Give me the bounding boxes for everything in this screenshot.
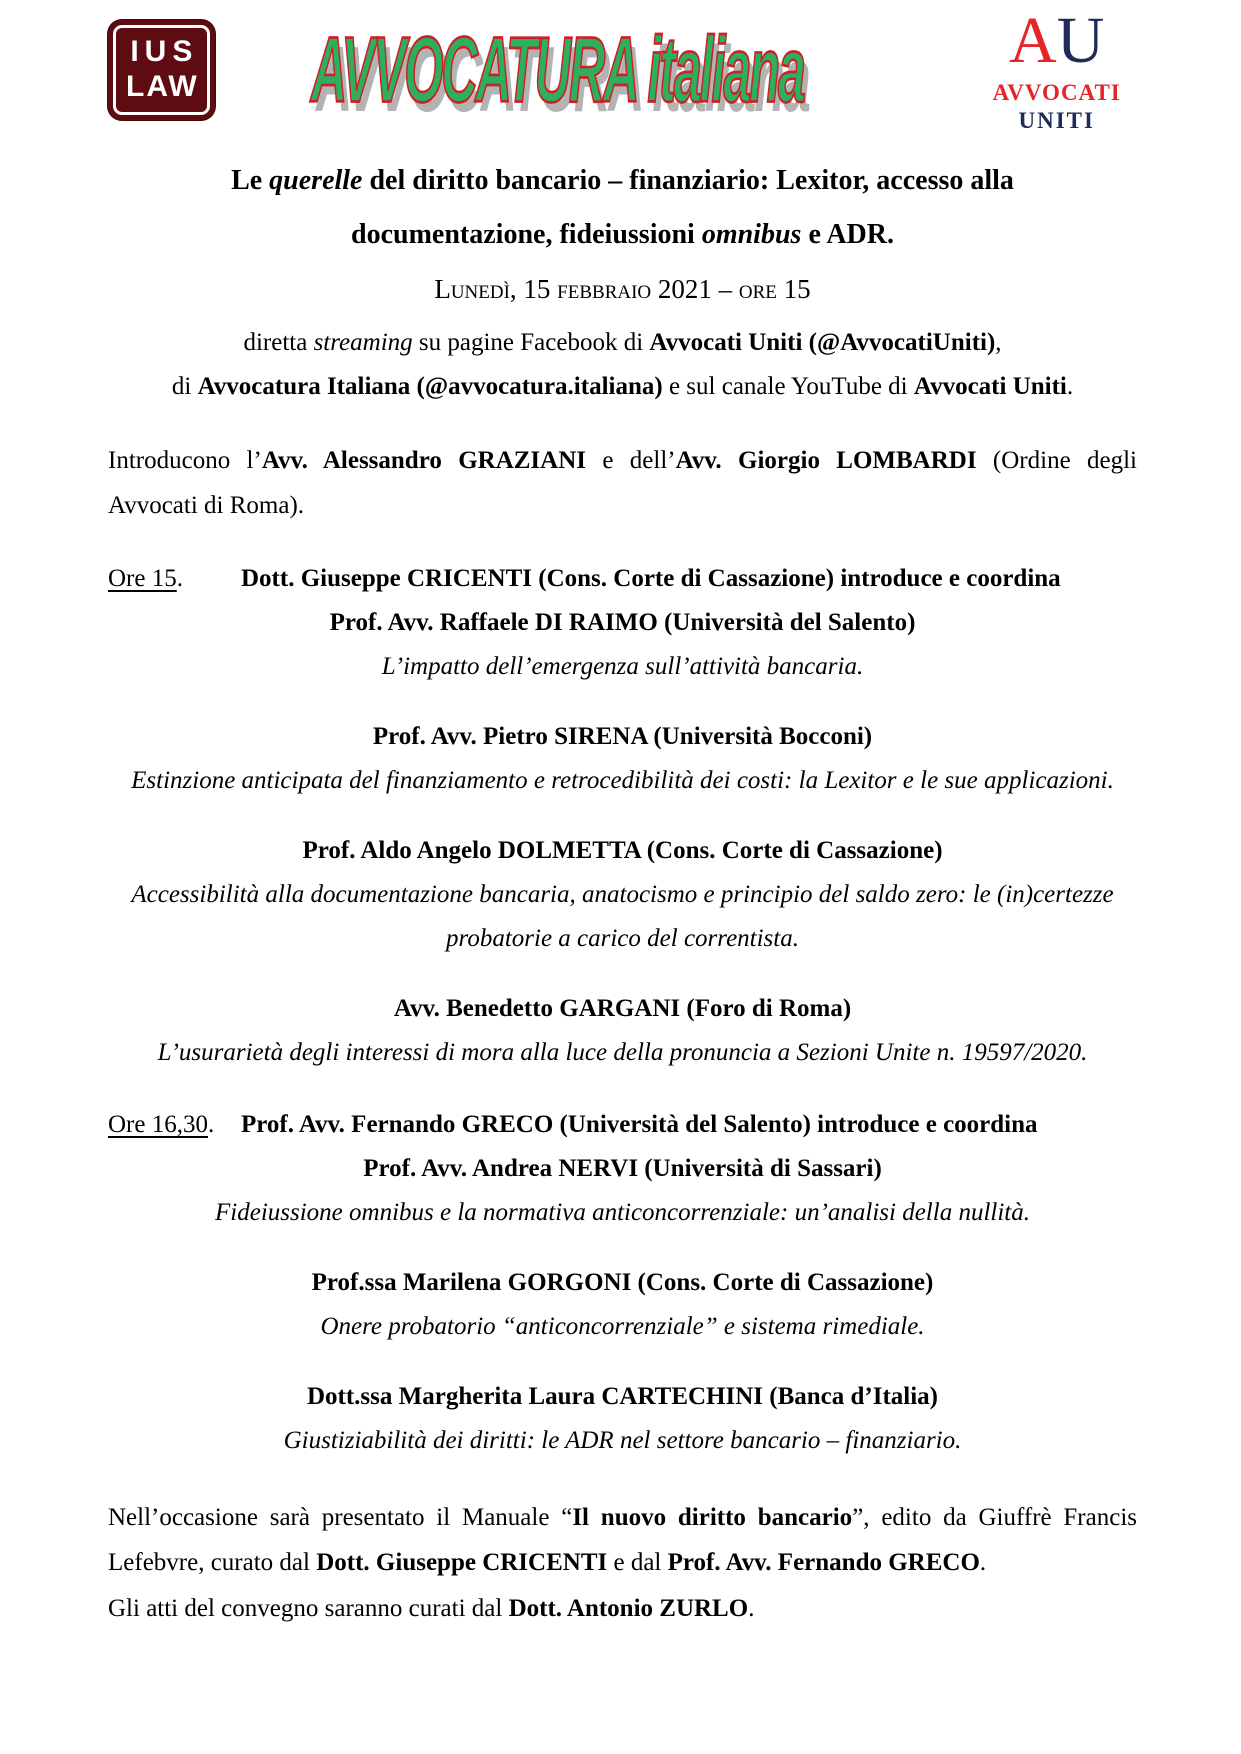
intro-text: Introducono l’ bbox=[108, 446, 262, 474]
book-presentation-paragraph bbox=[108, 1495, 1137, 1586]
speaker-sirena bbox=[108, 715, 1137, 803]
book-title: Il nuovo diritto bancario bbox=[572, 1503, 853, 1531]
facebook-page-avvocati-uniti: Avvocati Uniti (@AvvocatiUniti) bbox=[649, 328, 996, 356]
streaming-italic: streaming bbox=[313, 328, 413, 356]
streaming-line1 bbox=[108, 321, 1137, 366]
closing-text: ”, edito da Giuffrè Francis Lefebvre, curato dal bbox=[108, 1503, 1138, 1576]
speaker-gorgoni bbox=[108, 1261, 1137, 1349]
speaker-topic: Estinzione anticipata del finanziamento e retrocedibilità dei costi: la Lexitor e le sue applicazioni. bbox=[131, 766, 1114, 794]
streaming-text: , bbox=[995, 328, 1002, 356]
event-datetime: Lunedì, 15 febbraio 2021 – ore 15 bbox=[434, 273, 811, 304]
speaker-topic: Accessibilità alla documentazione bancaria, anatocismo e principio del saldo zero: le (in)certezze probatorie a carico del correntista. bbox=[131, 880, 1114, 952]
introducer-lombardi: Avv. Giorgio LOMBARDI bbox=[675, 446, 977, 474]
streaming-text: su pagine Facebook di bbox=[412, 328, 650, 356]
speaker-topic: Giustiziabilità dei diritti: le ADR nel settore bancario – finanziario. bbox=[283, 1426, 962, 1454]
speaker-topic: L’impatto dell’emergenza sull’attività bancaria. bbox=[381, 652, 864, 680]
session-2-time-text: Ore 16,30 bbox=[108, 1110, 208, 1138]
proceedings-note bbox=[108, 1586, 1137, 1632]
streaming-text: e sul canale YouTube di bbox=[662, 373, 914, 400]
speaker-name: Prof. Avv. Pietro SIRENA (Università Bocconi) bbox=[372, 722, 873, 750]
streaming-text: di bbox=[171, 373, 198, 400]
speaker-topic: Fideiussione omnibus e la normativa anticoncorrenziale: un’analisi della nullità. bbox=[215, 1198, 1030, 1226]
speaker-dolmetta bbox=[108, 829, 1137, 961]
streaming-text: diretta bbox=[243, 328, 314, 356]
title-text: Le bbox=[231, 165, 270, 196]
ius-law-logo-line1: IUS bbox=[130, 34, 199, 68]
event-title-line1 bbox=[108, 154, 1137, 208]
speaker-name: Dott.ssa Margherita Laura CARTECHINI (Banca d’Italia) bbox=[306, 1382, 939, 1410]
title-text: del diritto bancario – finanziario: Lexitor, accesso alla bbox=[362, 165, 1014, 196]
intro-text: (Ordine degli Avvocati di Roma). bbox=[108, 446, 1137, 519]
avvocatura-italiana-logo-text: AVVOCATURA italiana bbox=[310, 18, 804, 122]
introducers-paragraph bbox=[108, 438, 1137, 529]
speaker-cartechini bbox=[108, 1375, 1137, 1463]
avvocati-uniti-monogram bbox=[969, 4, 1144, 77]
intro-text: e dell’ bbox=[586, 446, 676, 474]
closing-text: Nell’occasione sarà presentato il Manuale “ bbox=[108, 1503, 573, 1531]
closing-text: e dal bbox=[607, 1549, 668, 1576]
avvocati-uniti-word2: UNITI bbox=[1018, 108, 1095, 133]
speaker-name: Prof.ssa Marilena GORGONI (Cons. Corte di Cassazione) bbox=[311, 1268, 934, 1296]
event-title bbox=[108, 154, 1137, 262]
streaming-line2 bbox=[108, 365, 1137, 410]
curator-cricenti: Dott. Giuseppe CRICENTI bbox=[316, 1549, 608, 1576]
event-title-line2 bbox=[108, 208, 1137, 262]
speaker-di-raimo bbox=[108, 601, 1137, 689]
session-1-time-dot: . bbox=[176, 564, 183, 592]
speaker-gargani bbox=[108, 987, 1137, 1075]
speaker-name: Prof. Avv. Andrea NERVI (Università di Sassari) bbox=[363, 1154, 882, 1182]
speaker-name: Avv. Benedetto GARGANI (Foro di Roma) bbox=[393, 994, 852, 1022]
avvocati-uniti-word1: AVVOCATI bbox=[992, 80, 1121, 105]
session-2-header bbox=[108, 1111, 1137, 1139]
monogram-letter-a: A bbox=[1009, 4, 1057, 77]
facebook-page-avvocatura-italiana: Avvocatura Italiana (@avvocatura.italiana) bbox=[197, 373, 663, 400]
curator-greco: Prof. Avv. Fernando GRECO bbox=[667, 1549, 980, 1576]
streaming-text: . bbox=[1066, 373, 1074, 400]
ius-law-logo bbox=[108, 20, 215, 121]
session-2-time bbox=[108, 1111, 241, 1139]
session-2-chair: Prof. Avv. Fernando GRECO (Università del Salento) introduce e coordina bbox=[241, 1110, 1038, 1138]
speaker-name: Prof. Avv. Raffaele DI RAIMO (Università del Salento) bbox=[329, 608, 916, 636]
session-1-header bbox=[108, 565, 1137, 593]
curator-zurlo: Dott. Antonio ZURLO bbox=[508, 1594, 749, 1622]
avvocatura-italiana-logo bbox=[215, 18, 970, 122]
speaker-topic: L’usurarietà degli interessi di mora alla luce della pronuncia a Sezioni Unite n. 19597/2020. bbox=[157, 1038, 1088, 1066]
session-2-time-dot: . bbox=[207, 1110, 215, 1138]
youtube-channel-avvocati-uniti: Avvocati Uniti bbox=[913, 373, 1067, 400]
title-text: e ADR. bbox=[801, 218, 894, 250]
session-1-time-text: Ore 15 bbox=[108, 564, 177, 592]
closing-text: Gli atti del convegno saranno curati dal bbox=[108, 1594, 509, 1622]
masthead bbox=[108, 4, 1137, 133]
speaker-name: Prof. Aldo Angelo DOLMETTA (Cons. Corte di Cassazione) bbox=[302, 836, 943, 864]
introducer-graziani: Avv. Alessandro GRAZIANI bbox=[261, 446, 586, 474]
ius-law-logo-line2: LAW bbox=[126, 70, 199, 103]
title-text: documentazione, fideiussioni bbox=[351, 218, 702, 250]
streaming-info bbox=[108, 321, 1137, 410]
title-italic-omnibus: omnibus bbox=[701, 218, 802, 250]
session-1-time bbox=[108, 565, 241, 593]
ius-law-logo-inner bbox=[113, 25, 210, 116]
avvocati-uniti-logo bbox=[969, 4, 1144, 133]
speaker-nervi bbox=[108, 1147, 1137, 1235]
session-1-chair: Dott. Giuseppe CRICENTI (Cons. Corte di Cassazione) introduce e coordina bbox=[241, 564, 1061, 592]
speaker-topic: Onere probatorio “anticoncorrenziale” e sistema rimediale. bbox=[320, 1312, 925, 1340]
closing-text: . bbox=[748, 1594, 755, 1622]
title-italic-querelle: querelle bbox=[269, 165, 363, 196]
monogram-letter-u: U bbox=[1056, 4, 1105, 77]
closing-text: . bbox=[979, 1549, 987, 1576]
